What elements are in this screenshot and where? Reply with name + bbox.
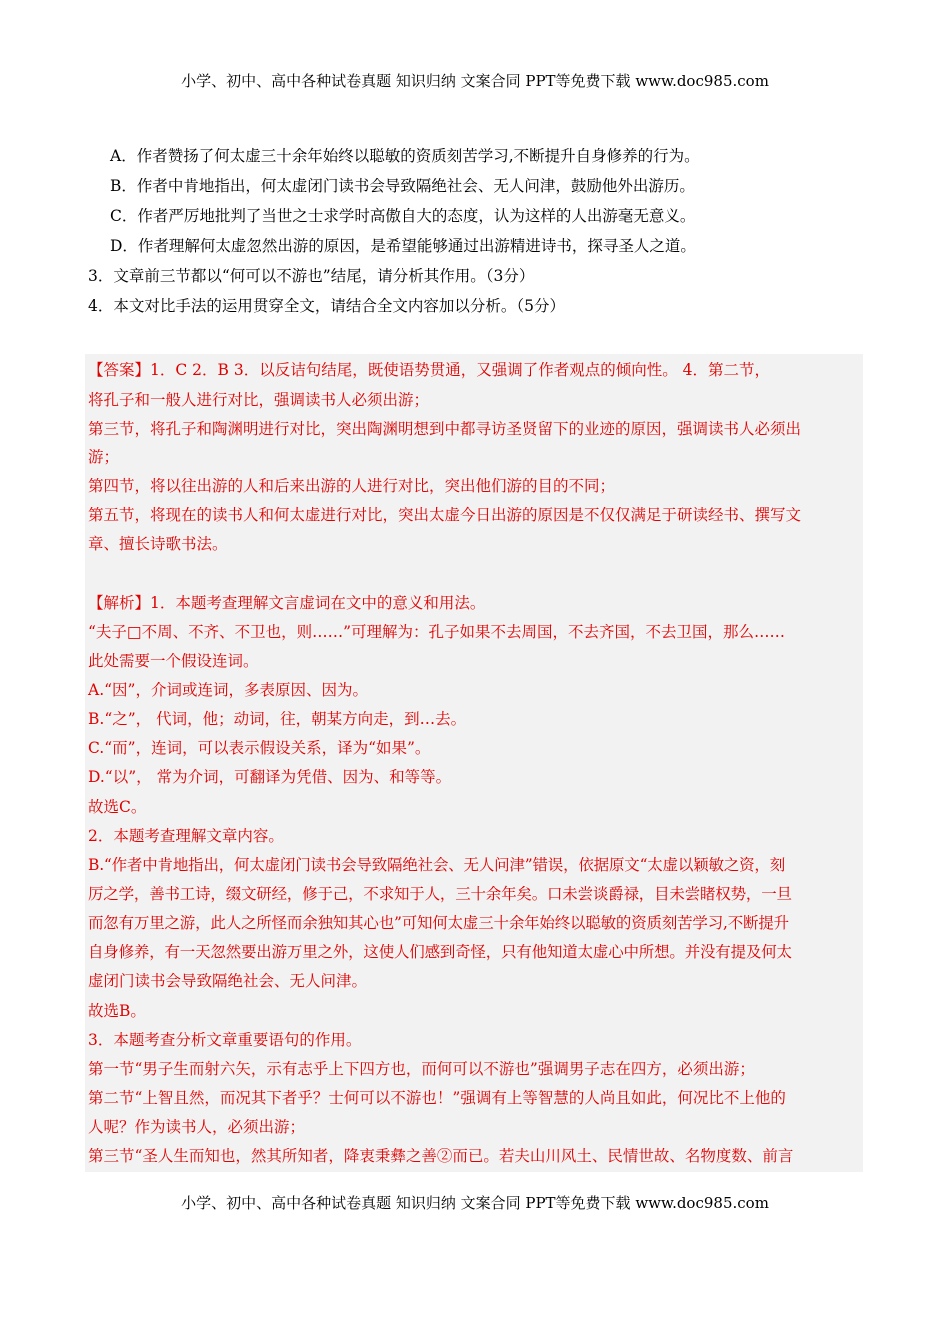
- option-d: D．作者理解何太虚忽然出游的原因，是希望能够通过出游精进诗书，探寻圣人之道。: [110, 237, 696, 255]
- answer-line: 第三节，将孔子和陶渊明进行对比，突出陶渊明想到中都寻访圣贤留下的业迹的原因，强调读书人必须出: [88, 420, 802, 438]
- analysis-line: 第一节“男子生而射六矢，示有志乎上下四方也，而何可以不游也”强调男子志在四方，必须出游；: [88, 1060, 755, 1078]
- analysis-line: A.“因”，介词或连词，多表原因、因为。: [88, 681, 368, 699]
- analysis-line: 故选C。: [88, 798, 147, 816]
- answer-line: 游；: [88, 448, 120, 466]
- analysis-line: 3．本题考查分析文章重要语句的作用。: [88, 1031, 362, 1049]
- analysis-line: 第三节“圣人生而知也，然其所知者，降衷秉彝之善②而已。若夫山川风土、民情世故、名物度数、前言: [88, 1147, 794, 1165]
- answer-line: 【答案】1．C 2．B 3．以反诘句结尾，既使语势贯通，又强调了作者观点的倾向性。 4．第二节，: [88, 361, 770, 379]
- analysis-line: B.“作者中肯地指出，何太虚闭门读书会导致隔绝社会、无人问津”错误，依据原文“太虚以颖敏之资，刻: [88, 856, 785, 874]
- analysis-line: B.“之”， 代词，他；动词，往，朝某方向走，到…去。: [88, 710, 467, 728]
- analysis-line: 人呢？作为读书人，必须出游；: [88, 1118, 306, 1136]
- answer-line: 将孔子和一般人进行对比，强调读书人必须出游；: [88, 391, 430, 409]
- option-c: C．作者严厉地批判了当世之士求学时高傲自大的态度，认为这样的人出游毫无意义。: [110, 207, 696, 225]
- answer-line: 章、擅长诗歌书法。: [88, 535, 228, 553]
- option-a: A．作者赞扬了何太虚三十余年始终以聪敏的资质刻苦学习,不断提升自身修养的行为。: [110, 147, 700, 165]
- analysis-line: “夫子□不周、不齐、不卫也，则……”可理解为：孔子如果不去周国，不去齐国，不去卫国，那么……: [88, 623, 785, 641]
- analysis-line: 此处需要一个假设连词。: [88, 652, 259, 670]
- question-3: 3．文章前三节都以“何可以不游也”结尾，请分析其作用。（3分）: [88, 267, 535, 285]
- analysis-line: 厉之学，善书工诗，缀文研经，修于己，不求知于人，三十余年矣。口未尝谈爵禄，目未尝睹权势，一旦: [88, 885, 792, 903]
- option-b: B．作者中肯地指出，何太虚闭门读书会导致隔绝社会、无人问津，鼓励他外出游历。: [110, 177, 695, 195]
- page-footer: 小学、初中、高中各种试卷真题 知识归纳 文案合同 PPT等免费下载 www.doc985.com: [181, 1194, 769, 1212]
- page-header: 小学、初中、高中各种试卷真题 知识归纳 文案合同 PPT等免费下载 www.doc985.com: [181, 72, 769, 90]
- analysis-line: 第二节“上智且然，而况其下者乎？士何可以不游也！”强调有上等智慧的人尚且如此，何况比不上他的: [88, 1089, 786, 1107]
- answer-line: 第四节，将以往出游的人和后来出游的人进行对比，突出他们游的目的不同；: [88, 477, 616, 495]
- analysis-line: 虚闭门读书会导致隔绝社会、无人问津。: [88, 972, 368, 990]
- analysis-line: 自身修养，有一天忽然要出游万里之外，这使人们感到奇怪，只有他知道太虚心中所想。并没有提及何太: [88, 943, 792, 961]
- analysis-line: D.“以”， 常为介词，可翻译为凭借、因为、和等等。: [88, 768, 452, 786]
- question-4: 4．本文对比手法的运用贯穿全文，请结合全文内容加以分析。（5分）: [88, 297, 565, 315]
- analysis-line: 而忽有万里之游，此人之所怪而余独知其心也”可知何太虚三十余年始终以聪敏的资质刻苦学习,不断提升: [88, 914, 789, 932]
- answer-analysis-panel: [85, 354, 863, 1172]
- analysis-line: 故选B。: [88, 1002, 146, 1020]
- answer-line: 第五节，将现在的读书人和何太虚进行对比，突出太虚今日出游的原因是不仅仅满足于研读经书、撰写文: [88, 506, 802, 524]
- analysis-line: 2．本题考查理解文章内容。: [88, 827, 284, 845]
- analysis-line: C.“而”，连词，可以表示假设关系，译为“如果”。: [88, 739, 431, 757]
- analysis-line: 【解析】1．本题考查理解文言虚词在文中的意义和用法。: [88, 594, 486, 612]
